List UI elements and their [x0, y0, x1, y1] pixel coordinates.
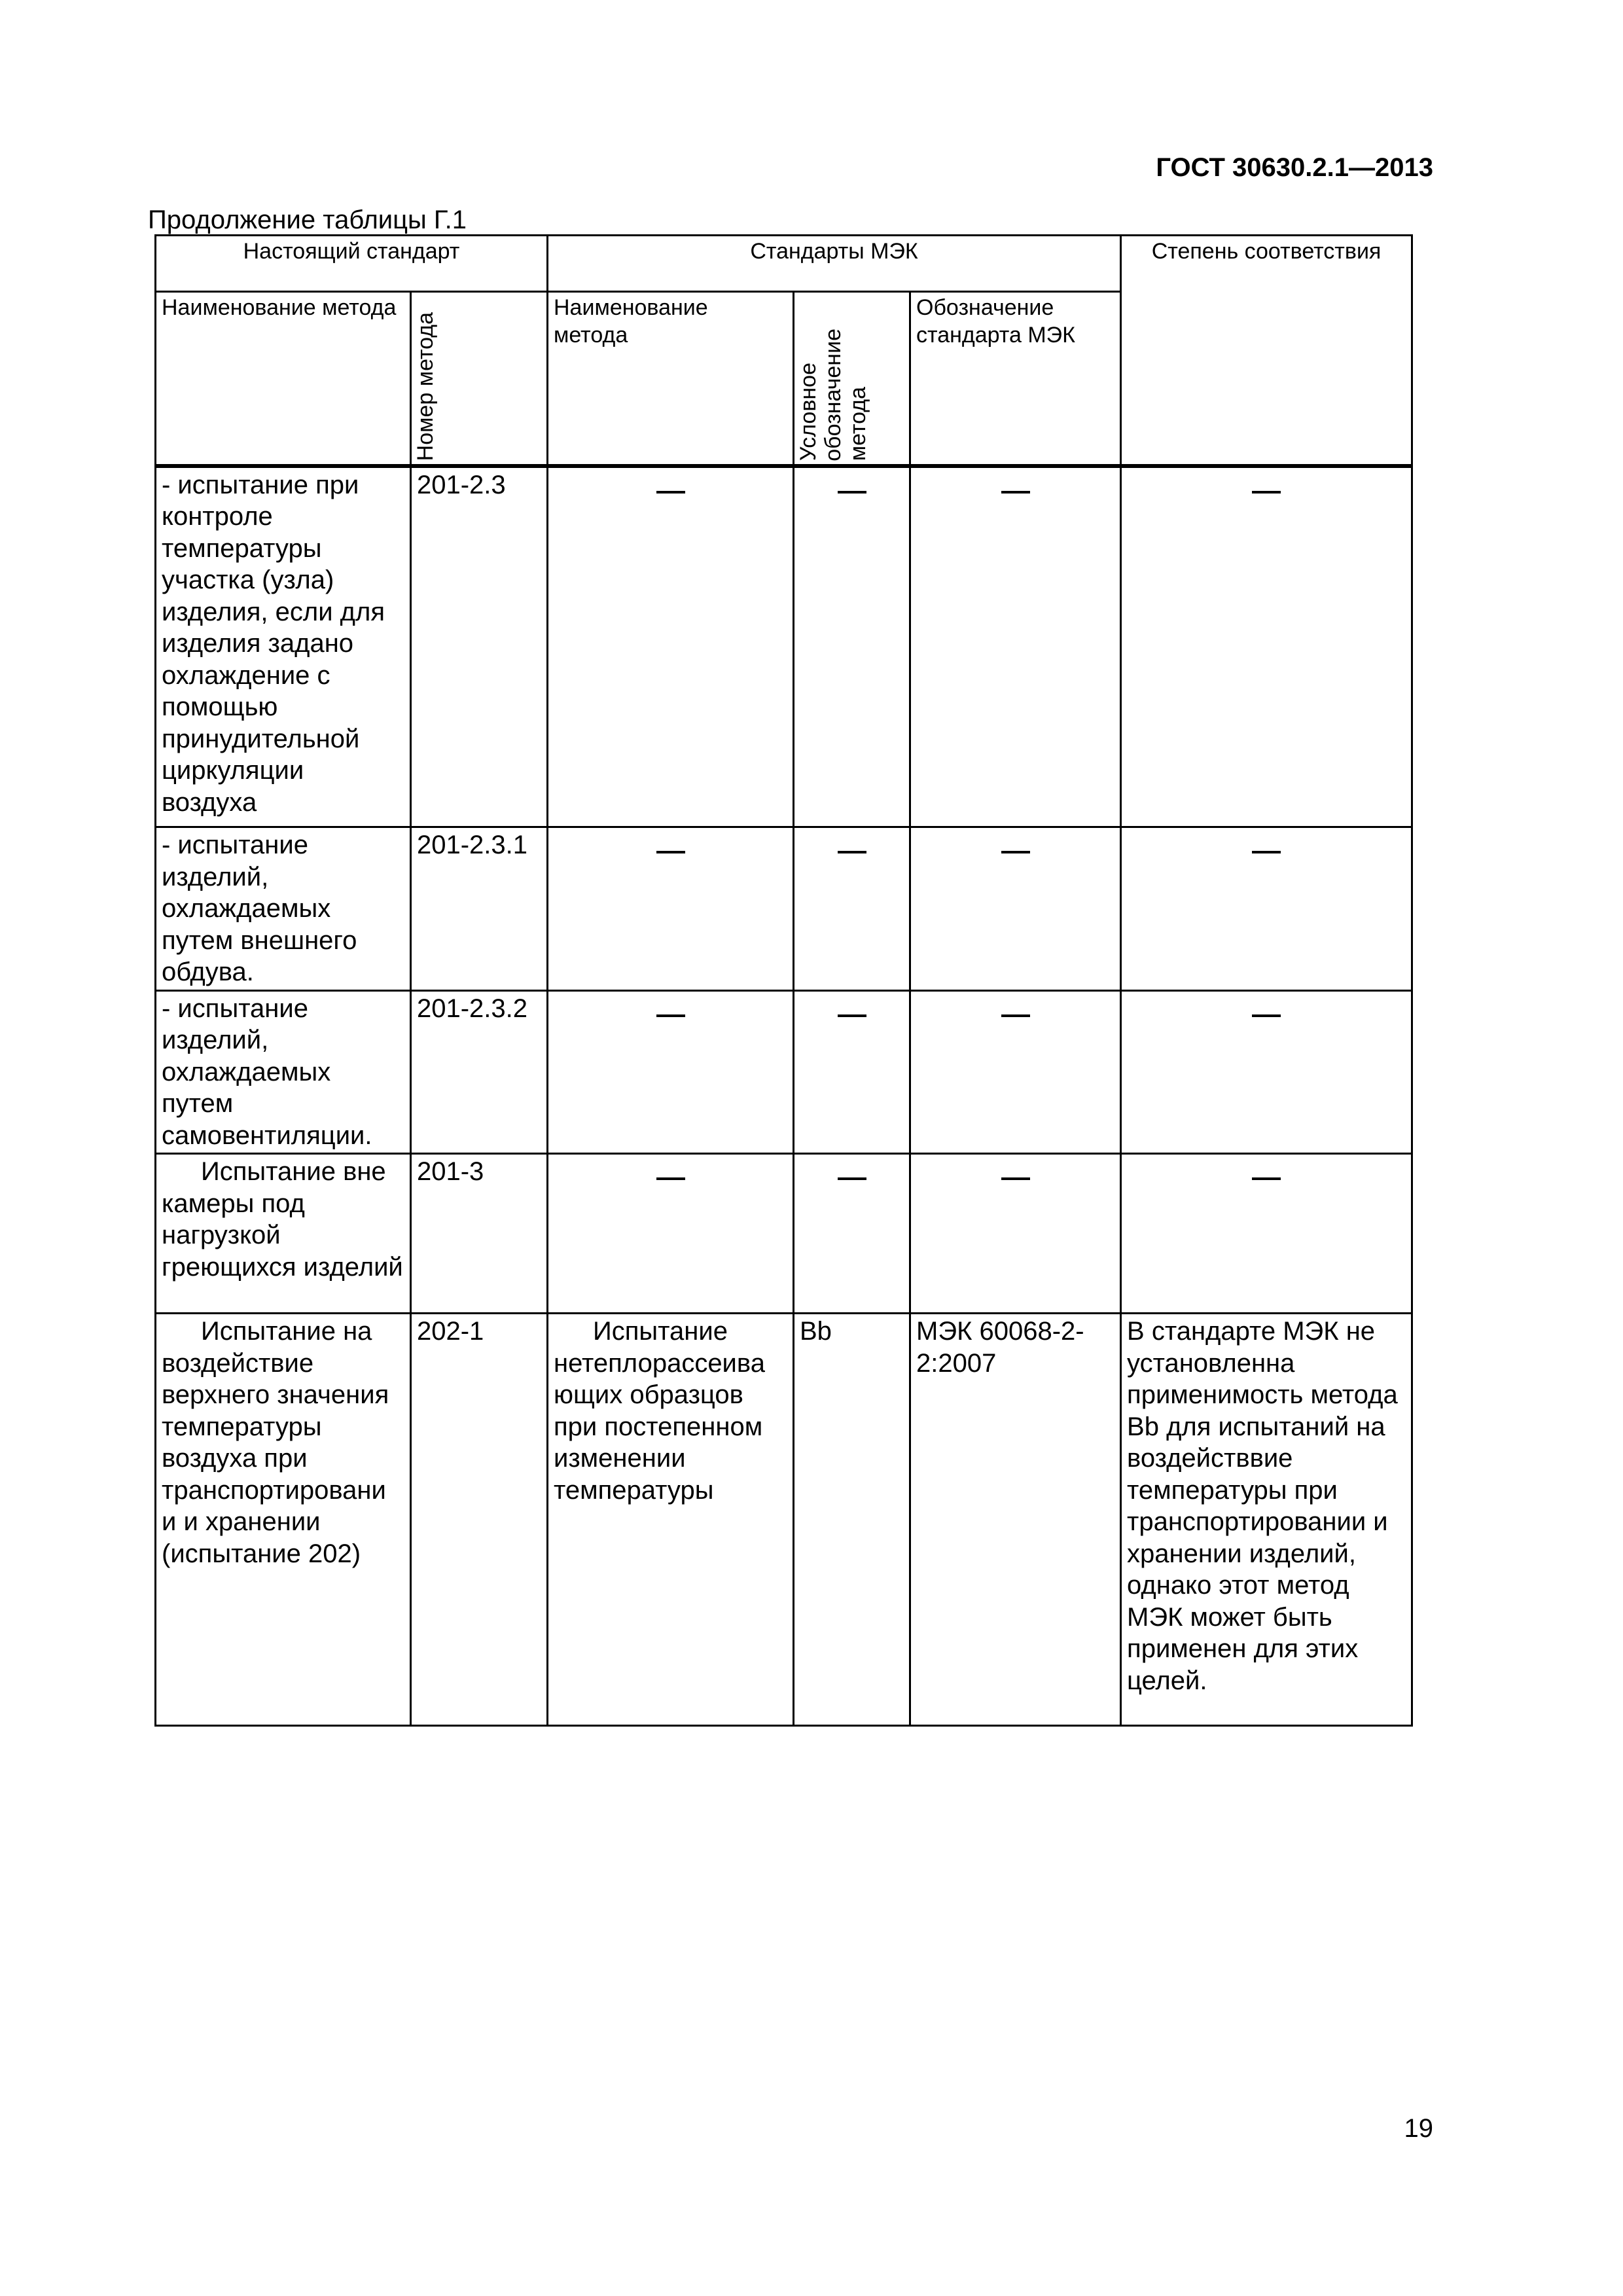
iec-method-name-cell: [548, 466, 794, 827]
designation-line-1: Условное: [796, 363, 821, 461]
method-name-cell: - испытание изделий, охлаждаемых путем самовентиляции.: [156, 990, 411, 1154]
method-number-cell: 201-2.3: [411, 466, 548, 827]
iec-code-cell: [794, 466, 910, 827]
iec-method-name-cell: [548, 990, 794, 1154]
dash-mark: [1252, 851, 1281, 853]
dash-mark: [838, 491, 866, 493]
iec-code-cell: [794, 990, 910, 1154]
dash-mark: [1252, 1014, 1281, 1017]
compliance-cell: В стандарте МЭК не установленна применимость метода Bb для испытаний на воздействвие температуры при транспортировании и хранении изделий, однако этот метод МЭК может быть применен для этих целей.: [1121, 1314, 1412, 1726]
table-row: [156, 827, 1412, 991]
iec-method-name-cell: Испытание нетеплорассеива ющих образцов при постепенном изменении температуры: [548, 1314, 794, 1726]
iec-standard-cell: [910, 990, 1121, 1154]
header-compliance: Степень соответствия: [1121, 236, 1412, 466]
method-number-label: Номер метода: [413, 312, 438, 461]
iec-standard-cell: [910, 827, 1121, 991]
iec-code-cell: Bb: [794, 1314, 910, 1726]
group-header-row: [156, 236, 1412, 292]
dash-mark: [838, 1177, 866, 1180]
conformity-table: [154, 234, 1413, 1727]
dash-mark: [1252, 491, 1281, 493]
method-number-cell: 201-3: [411, 1154, 548, 1314]
dash-mark: [656, 851, 685, 853]
designation-line-2: обозначение: [821, 328, 846, 461]
dash-mark: [838, 851, 866, 853]
standard-code: ГОСТ 30630.2.1—2013: [1156, 153, 1433, 182]
iec-method-name-cell: [548, 1154, 794, 1314]
dash-mark: [1252, 1177, 1281, 1180]
method-number-cell: 201-2.3.2: [411, 990, 548, 1154]
method-name-cell: - испытание при контроле температуры участка (узла) изделия, если для изделия задано охлаждение с помощью принудительной циркуляции воздуха: [156, 466, 411, 827]
table-row: [156, 1314, 1412, 1726]
header-current-standard: Настоящий стандарт: [156, 236, 548, 292]
table-row: [156, 990, 1412, 1154]
compliance-cell: [1121, 990, 1412, 1154]
method-name-cell: - испытание изделий, охлаждаемых путем внешнего обдува.: [156, 827, 411, 991]
iec-code-cell: [794, 1154, 910, 1314]
method-name-cell: Испытание на воздействие верхнего значения температуры воздуха при транспортировани и и хранении (испытание 202): [156, 1314, 411, 1726]
dash-mark: [838, 1014, 866, 1017]
dash-mark: [1001, 851, 1030, 853]
compliance-cell: [1121, 827, 1412, 991]
compliance-cell: [1121, 1154, 1412, 1314]
header-method-name: Наименование метода: [156, 292, 411, 466]
header-iec-designation: Обозначение стандарта МЭК: [910, 292, 1121, 466]
dash-mark: [656, 1177, 685, 1180]
dash-mark: [1001, 1014, 1030, 1017]
iec-standard-cell: [910, 466, 1121, 827]
designation-line-3: метода: [846, 387, 870, 461]
dash-mark: [656, 1014, 685, 1017]
header-iec-method-name: Наименование метода: [548, 292, 794, 466]
header-method-number: [411, 292, 548, 466]
table-caption: Продолжение таблицы Г.1: [148, 206, 467, 234]
method-name-cell: Испытание вне камеры под нагрузкой греющихся изделий: [156, 1154, 411, 1314]
dash-mark: [1001, 491, 1030, 493]
method-number-cell: 202-1: [411, 1314, 548, 1726]
header-iec-standards: Стандарты МЭК: [548, 236, 1121, 292]
iec-method-name-cell: [548, 827, 794, 991]
page-number: 19: [1404, 2114, 1433, 2143]
iec-standard-cell: МЭК 60068-2-2:2007: [910, 1314, 1121, 1726]
dash-mark: [656, 491, 685, 493]
iec-standard-cell: [910, 1154, 1121, 1314]
dash-mark: [1001, 1177, 1030, 1180]
table-row: [156, 466, 1412, 827]
compliance-cell: [1121, 466, 1412, 827]
table-row: [156, 1154, 1412, 1314]
header-conditional-designation: [794, 292, 910, 466]
iec-code-cell: [794, 827, 910, 991]
method-number-cell: 201-2.3.1: [411, 827, 548, 991]
